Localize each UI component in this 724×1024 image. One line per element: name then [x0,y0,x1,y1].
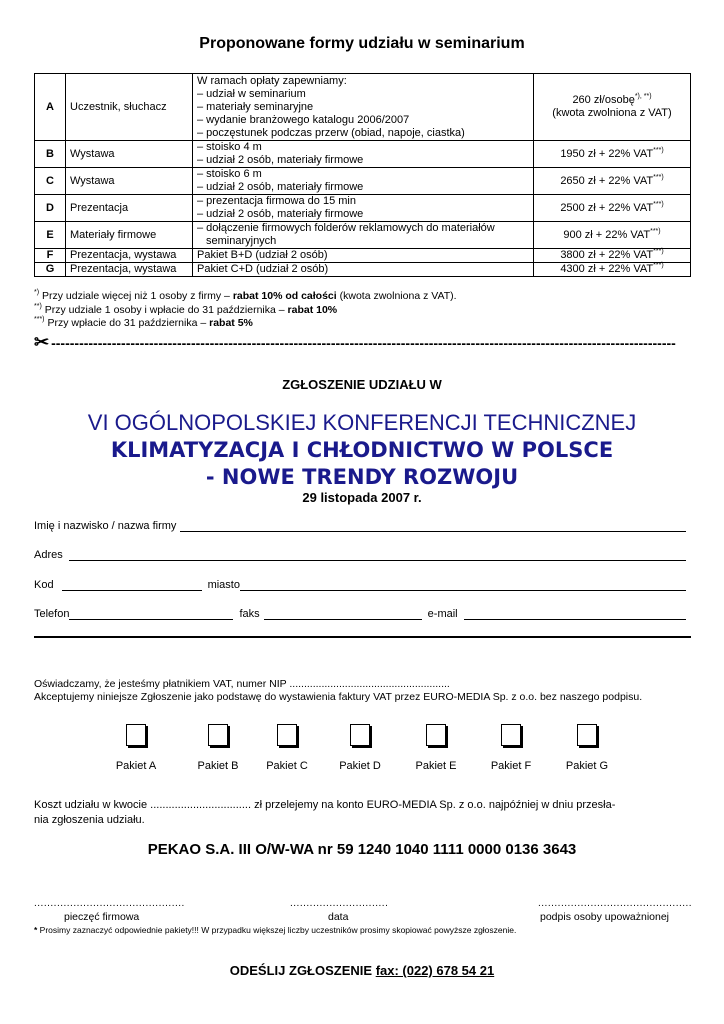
city-field[interactable] [240,578,686,591]
row-price: 1950 zł + 22% VAT***) [534,141,691,168]
row-description [193,249,534,263]
description-line: – prezentacja firmowa do 15 min [197,195,356,207]
table-row [35,249,691,263]
cost-line1: Koszt udziału w kwocie ................................. zł przelejemy na konto EURO-MEDIA Sp. z o.o. najpóźniej w dniu przesła- [34,799,616,811]
package-label: Pakiet A [115,760,157,772]
package-label: Pakiet G [565,760,609,772]
row-description [193,222,534,249]
date-line[interactable]: .............................. [290,898,389,909]
cost-statement [34,798,689,828]
vat-statement-line1: Oświadczamy, że jesteśmy płatnikiem VAT, numer NIP ....................................................... [34,678,450,690]
row-code: D [35,195,66,222]
description-line: – poczęstunek podczas przerw (obiad, napoje, ciastka) [197,126,465,139]
description-line: – materiały seminaryjne [197,100,314,113]
package-label: Pakiet F [490,760,532,772]
checkbox[interactable] [208,724,228,746]
conference-title-line1: VI OGÓLNOPOLSKIEJ KONFERENCJI TECHNICZNEJ [87,410,637,435]
row-price: 3800 zł + 22% VAT***) [534,249,691,263]
package-option[interactable] [476,724,546,772]
row-price: 4300 zł + 22% VAT***) [534,263,691,277]
postcode-city-row [34,578,686,591]
description-line: – wydanie branżowego katalogu 2006/2007 [197,113,410,126]
row-price: 2650 zł + 22% VAT***) [534,168,691,195]
checkbox[interactable] [350,724,370,746]
description-line: Pakiet B+D (udział 2 osób) [197,249,328,261]
signature-label: podpis osoby upoważnionej [540,911,670,923]
description-line: – udział w seminarium [197,87,306,100]
row-price: 2500 zł + 22% VAT***) [534,195,691,222]
description-line: seminaryjnych [206,235,277,247]
registration-heading: ZGŁOSZENIE UDZIAŁU W [282,377,442,392]
address-field[interactable] [69,548,686,561]
description-line: – stoisko 6 m [197,168,262,180]
description-line: – udział 2 osób, materiały firmowe [197,208,364,220]
description-line: – stoisko 4 m [197,141,262,153]
table-row [35,195,691,222]
row-name: Uczestnik, słuchacz [66,74,193,141]
address-label: Adres [34,549,63,561]
row-description [193,195,534,222]
row-description [193,168,534,195]
phone-label: Telefon [34,608,70,620]
description-line: – dołączenie firmowych folderów reklamowych do materiałów [197,222,495,234]
table-row [35,222,691,249]
checkbox[interactable] [501,724,521,746]
row-name: Prezentacja, wystawa [66,249,193,263]
package-label: Pakiet D [339,760,381,772]
postcode-label: Kod [34,579,54,591]
row-name: Materiały firmowe [66,222,193,249]
row-code: E [35,222,66,249]
conference-title-line2: KLIMATYZACJA I CHŁODNICTWO W POLSCE [110,438,614,462]
fax-field[interactable] [264,607,422,620]
row-code: F [35,249,66,263]
contact-row [34,607,686,620]
address-row [34,548,686,561]
postcode-field[interactable] [62,578,202,591]
package-option[interactable] [325,724,395,772]
row-code: A [35,74,66,141]
city-label: miasto [207,579,240,591]
table-row [35,263,691,277]
page-title: Proponowane formy udziału w seminarium [199,35,525,52]
fax-instruction: ODEŚLIJ ZGŁOSZENIE fax: (022) 678 54 21 [229,963,495,978]
checkbox[interactable] [577,724,597,746]
conference-title-line3: - NOWE TRENDY ROZWOJU [205,465,519,489]
description-line: – udział 2 osób, materiały firmowe [197,181,364,193]
row-name: Prezentacja, wystawa [66,263,193,277]
bank-account: PEKAO S.A. III O/W-WA nr 59 1240 1040 1111 0000 0136 3643 [147,841,577,858]
stamp-line[interactable]: .............................................. [34,898,185,909]
table-row [35,141,691,168]
checkbox[interactable] [426,724,446,746]
package-label: Pakiet C [266,760,308,772]
row-description [193,141,534,168]
vat-statement-line2: Akceptujemy niniejsze Zgłoszenie jako podstawę do wystawienia faktury VAT przez EURO-MEDIA Sp. z o.o. bez naszego podpisu. [34,691,643,703]
row-description [193,74,534,141]
description-line: Pakiet C+D (udział 2 osób) [197,263,329,275]
date-label: data [328,911,349,923]
cost-line2: nia zgłoszenia udziału. [34,814,145,826]
package-option[interactable] [252,724,322,772]
row-code: G [35,263,66,277]
cut-dashes: -------------------------------------------------------------------------------------------------------------------------------------- [51,335,676,350]
cut-line [34,332,694,350]
table-row [35,168,691,195]
fax-number: fax: (022) 678 54 21 [375,963,495,978]
price-note: (kwota zwolniona z VAT) [552,107,672,119]
package-option[interactable] [552,724,622,772]
package-option[interactable] [183,724,253,772]
scissors-icon: ✂ [34,332,50,350]
description-line: – udział 2 osób, materiały firmowe [197,154,364,166]
footnotes [34,290,457,331]
checkbox[interactable] [277,724,297,746]
row-description [193,263,534,277]
package-option[interactable] [401,724,471,772]
description-line: W ramach opłaty zapewniamy: [197,74,347,87]
row-code: B [35,141,66,168]
row-price: 260 zł/osobę*), **) (kwota zwolniona z VAT) [534,74,691,141]
package-note: * Prosimy zaznaczyć odpowiednie pakiety!!! W przypadku większej liczby uczestników prosimy skopiować powyższe zgłoszenie. [34,925,517,935]
package-label: Pakiet B [197,760,239,772]
package-label: Pakiet E [415,760,457,772]
checkbox[interactable] [126,724,146,746]
table-row [35,74,691,141]
row-price: 900 zł + 22% VAT***) [534,222,691,249]
separator [34,636,691,638]
fax-label: faks [239,608,260,620]
email-label: e-mail [427,608,458,620]
name-label: Imię i nazwisko / nazwa firmy [34,520,177,532]
package-option[interactable] [101,724,171,772]
conference-date: 29 listopada 2007 r. [302,490,422,505]
offer-table [34,73,691,277]
name-row [34,519,686,532]
name-field[interactable] [180,519,686,532]
phone-field[interactable] [69,607,233,620]
footnote-2: **) Przy udziale 1 osoby i wpłacie do 31 października – rabat 10% [34,302,338,316]
footnote-1: *) Przy udziale więcej niż 1 osoby z firmy – rabat 10% od całości (kwota zwolniona z VAT). [34,289,457,302]
vat-statement [34,678,642,704]
signature-line[interactable]: ............................................... [538,898,693,909]
email-field[interactable] [464,607,686,620]
row-code: C [35,168,66,195]
row-name: Prezentacja [66,195,193,222]
row-name: Wystawa [66,141,193,168]
row-name: Wystawa [66,168,193,195]
stamp-label: pieczęć firmowa [64,911,140,923]
footnote-3: ***) Przy wpłacie do 31 października – rabat 5% [34,316,253,329]
